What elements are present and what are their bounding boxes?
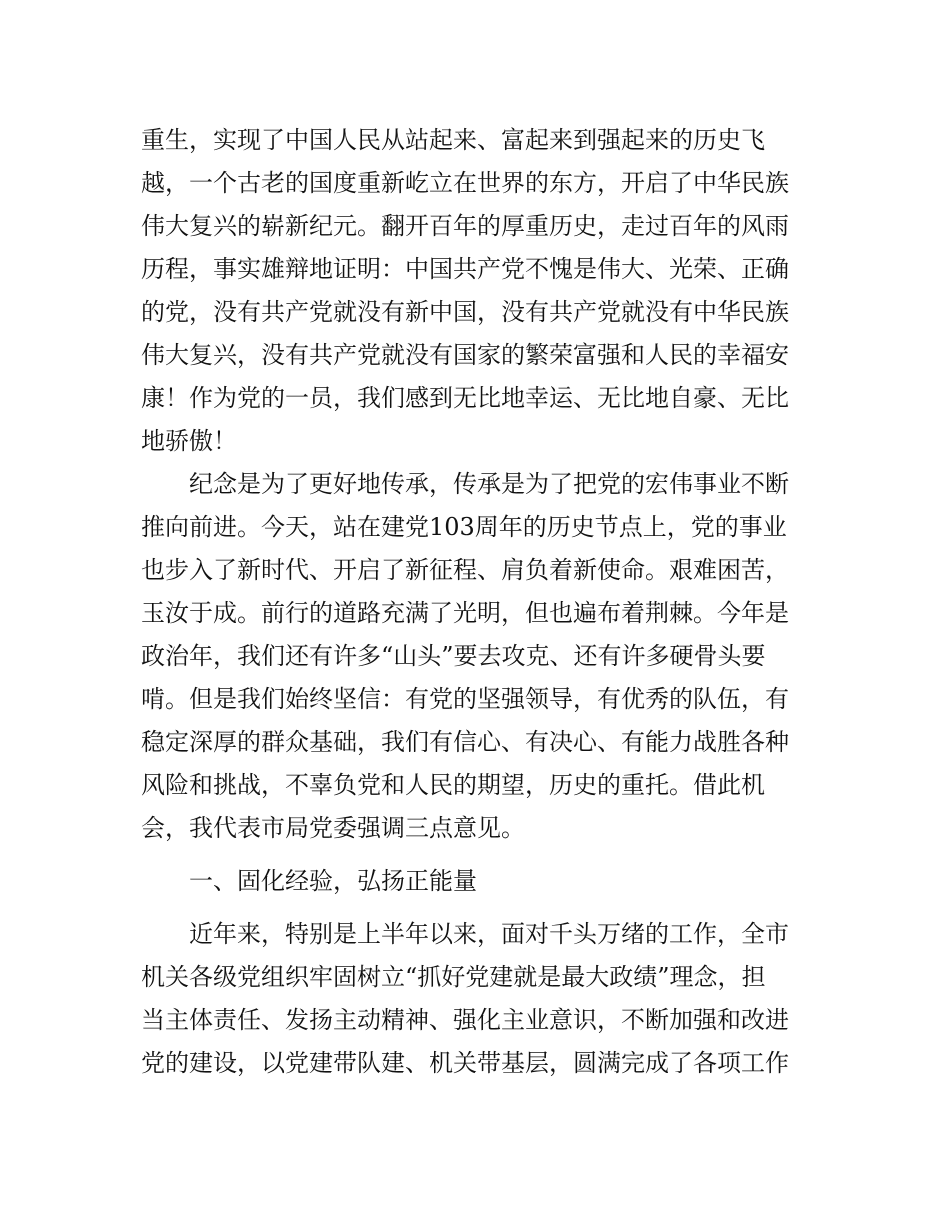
text-line: 稳定深厚的群众基础，我们有信心、有决心、有能力战胜各种: [141, 728, 789, 756]
text-line: 党的建设，以党建带队建、机关带基层，圆满完成了各项工作: [141, 1049, 789, 1077]
text-line: 的党，没有共产党就没有新中国，没有共产党就没有中华民族: [141, 298, 789, 326]
text-line: 历程，事实雄辩地证明：中国共产党不愧是伟大、光荣、正确: [141, 255, 789, 283]
text-line: 也步入了新时代、开启了新征程、肩负着新使命。艰难困苦，: [141, 556, 789, 584]
text-line: 地骄傲！: [141, 427, 237, 455]
text-line: 风险和挑战，不辜负党和人民的期望，历史的重托。借此机: [141, 771, 765, 799]
text-line: 近年来，特别是上半年以来，面对千头万绪的工作，全市: [189, 920, 789, 948]
section-heading: 一、固化经验，弘扬正能量: [189, 867, 477, 895]
text-line: 伟大复兴，没有共产党就没有国家的繁荣富强和人民的幸福安: [141, 341, 789, 369]
text-line: 推向前进。今天，站在建党103周年的历史节点上，党的事业: [141, 513, 787, 541]
text-line: 玉汝于成。前行的道路充满了光明，但也遍布着荆棘。今年是: [141, 599, 789, 627]
text-line: 越，一个古老的国度重新屹立在世界的东方，开启了中华民族: [141, 169, 789, 197]
text-line: 康！作为党的一员，我们感到无比地幸运、无比地自豪、无比: [141, 384, 789, 412]
text-line: 重生，实现了中国人民从站起来、富起来到强起来的历史飞: [141, 126, 765, 154]
text-line: 政治年，我们还有许多“山头”要去攻克、还有许多硬骨头要: [141, 642, 766, 670]
text-line: 当主体责任、发扬主动精神、强化主业意识，不断加强和改进: [141, 1006, 789, 1034]
text-line: 会，我代表市局党委强调三点意见。: [141, 814, 525, 842]
text-line: 机关各级党组织牢固树立“抓好党建就是最大政绩”理念，担: [141, 963, 766, 991]
text-line: 啃。但是我们始终坚信：有党的坚强领导，有优秀的队伍，有: [141, 685, 789, 713]
text-line: 伟大复兴的崭新纪元。翻开百年的厚重历史，走过百年的风雨: [141, 212, 789, 240]
text-line: 纪念是为了更好地传承，传承是为了把党的宏伟事业不断: [189, 470, 789, 498]
